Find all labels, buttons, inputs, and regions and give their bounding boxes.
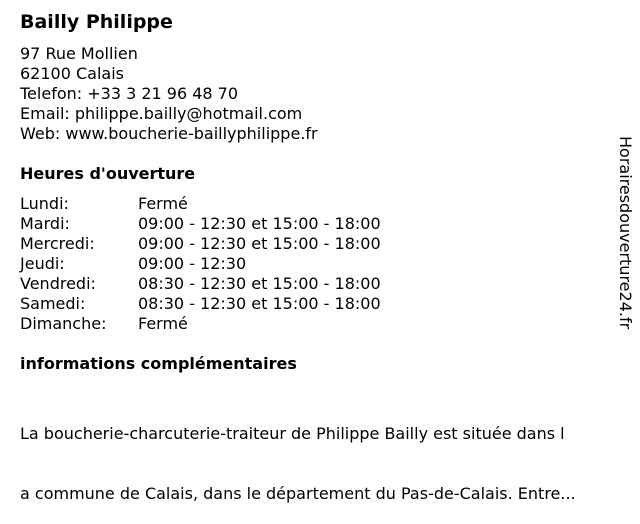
contact-block [20, 44, 318, 144]
street-address: 97 Rue Mollien [20, 44, 138, 63]
opening-hours-heading: Heures d'ouverture [20, 164, 196, 183]
info-line-2: a commune de Calais, dans le département du Pas-de-Calais. Entre... [20, 484, 576, 503]
day-label: Jeudi: [20, 254, 65, 273]
additional-info-heading: informations complémentaires [20, 354, 297, 373]
day-label: Dimanche: [20, 314, 107, 333]
website: Web: www.boucherie-baillyphilippe.fr [20, 124, 318, 143]
day-label: Mercredi: [20, 234, 95, 253]
site-watermark: Horairesdouverture24.fr [616, 136, 635, 330]
email-address: Email: philippe.bailly@hotmail.com [20, 104, 303, 123]
day-label: Vendredi: [20, 274, 96, 293]
time-value: Fermé [138, 314, 188, 333]
time-value: Fermé [138, 194, 188, 213]
time-value: 08:30 - 12:30 et 15:00 - 18:00 [138, 294, 381, 313]
time-value: 09:00 - 12:30 [138, 254, 247, 273]
city: 62100 Calais [20, 64, 124, 83]
phone-number: Telefon: +33 3 21 96 48 70 [20, 84, 239, 103]
time-value: 08:30 - 12:30 et 15:00 - 18:00 [138, 274, 381, 293]
time-value: 09:00 - 12:30 et 15:00 - 18:00 [138, 234, 381, 253]
business-name: Bailly Philippe [20, 11, 173, 33]
day-label: Lundi: [20, 194, 69, 213]
day-label: Mardi: [20, 214, 70, 233]
info-line-1: La boucherie-charcuterie-traiteur de Philippe Bailly est située dans l [20, 424, 565, 443]
day-label: Samedi: [20, 294, 86, 313]
additional-info-text [20, 384, 632, 524]
time-value: 09:00 - 12:30 et 15:00 - 18:00 [138, 214, 381, 233]
